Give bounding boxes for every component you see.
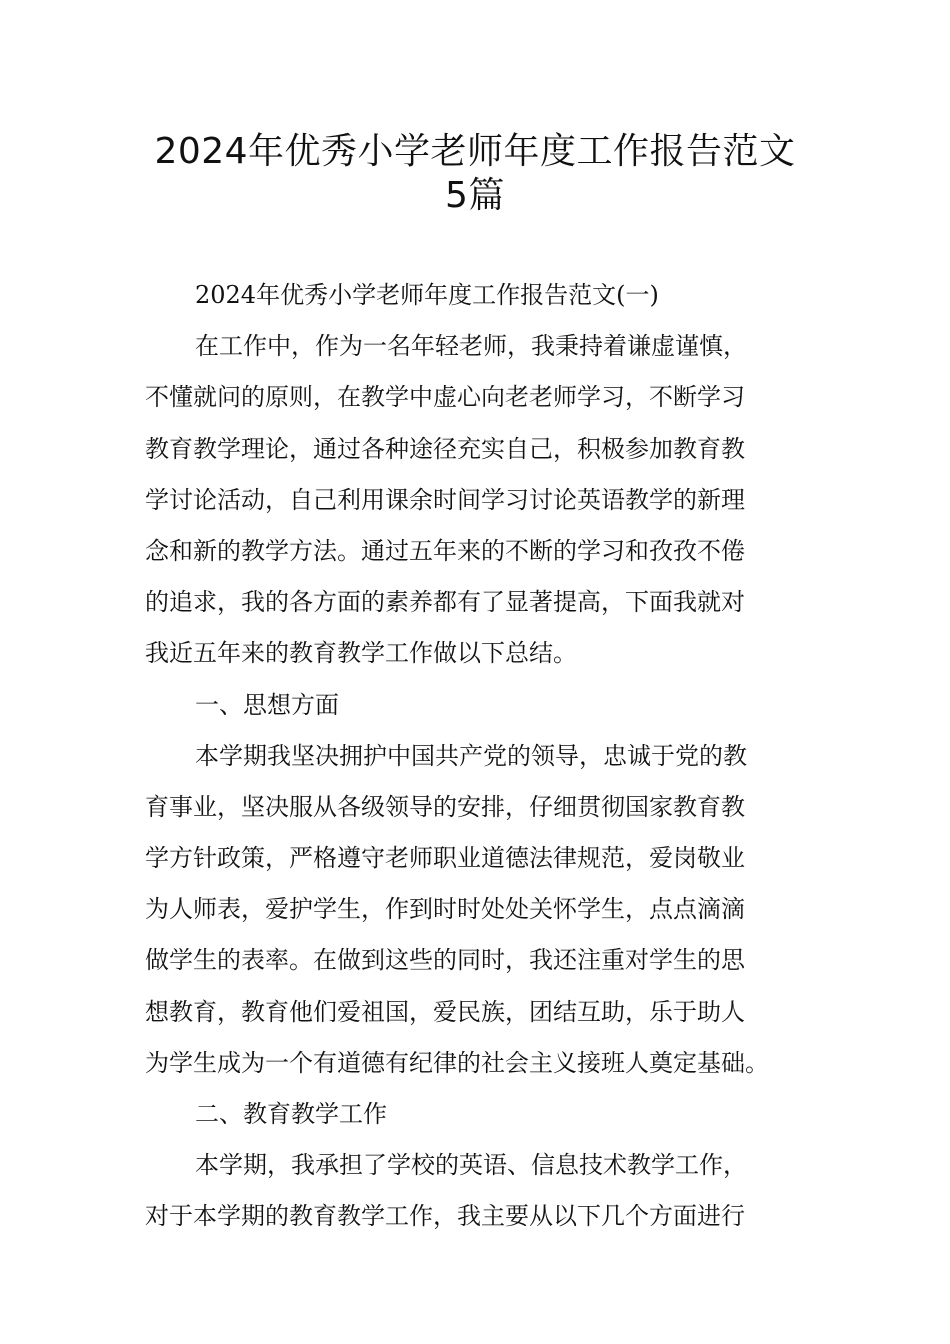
text-line: 在工作中，作为一名年轻老师，我秉持着谦虚谨慎，: [195, 332, 747, 361]
text-line: 育事业，坚决服从各级领导的安排，仔细贯彻国家教育教: [145, 792, 745, 821]
text-line: 学讨论活动，自己利用课余时间学习讨论英语教学的新理: [145, 485, 745, 514]
text-line: 本学期，我承担了学校的英语、信息技术教学工作，: [195, 1151, 747, 1180]
document-title-line-2: 5篇: [445, 175, 505, 216]
text-line: 的追求，我的各方面的素养都有了显著提高，下面我就对: [145, 588, 745, 617]
text-line: 2024年优秀小学老师年度工作报告范文(一): [195, 281, 659, 309]
text-line: 为人师表，爱护学生，作到时时处处关怀学生，点点滴滴: [145, 895, 745, 924]
text-line: 为学生成为一个有道德有纪律的社会主义接班人奠定基础。: [145, 1048, 769, 1077]
text-line: 学方针政策，严格遵守老师职业道德法律规范，爱岗敬业: [145, 844, 745, 873]
text-line: 不懂就问的原则，在教学中虚心向老老师学习，不断学习: [145, 383, 745, 412]
document-title-line-1: 2024年优秀小学老师年度工作报告范文: [154, 131, 796, 172]
document-body: [145, 270, 807, 1243]
text-line: 做学生的表率。在做到这些的同时，我还注重对学生的思: [145, 946, 745, 975]
text-line: 本学期我坚决拥护中国共产党的领导，忠诚于党的教: [195, 741, 747, 770]
text-line: 对于本学期的教育教学工作，我主要从以下几个方面进行: [145, 1202, 745, 1231]
text-line: 一、思想方面: [195, 690, 339, 719]
text-line: 二、教育教学工作: [195, 1100, 387, 1128]
text-line: 想教育，教育他们爱祖国，爱民族，团结互助，乐于助人: [145, 997, 745, 1026]
text-line: 念和新的教学方法。通过五年来的不断的学习和孜孜不倦: [145, 536, 745, 565]
text-line: 教育教学理论，通过各种途径充实自己，积极参加教育教: [145, 434, 745, 463]
text-line: 我近五年来的教育教学工作做以下总结。: [145, 639, 577, 668]
